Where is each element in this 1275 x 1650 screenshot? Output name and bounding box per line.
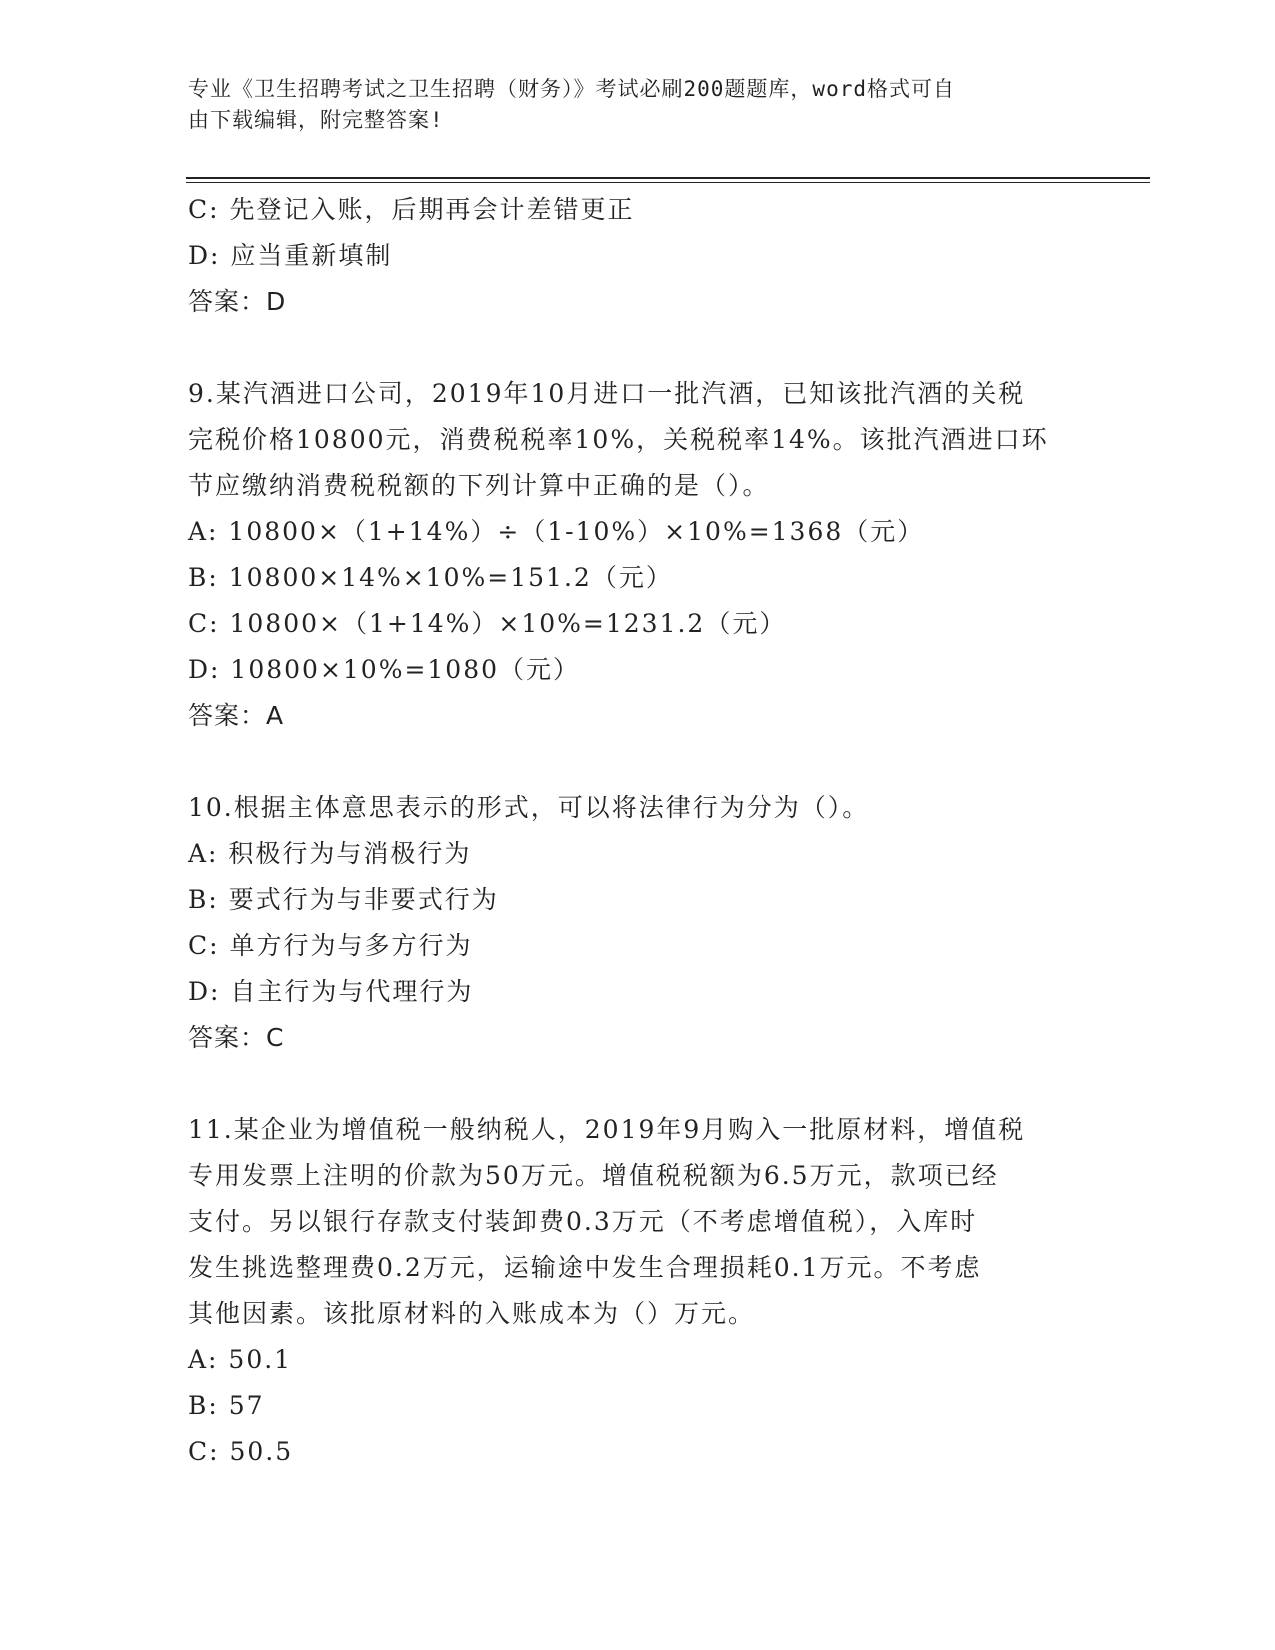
answer-label: 答案：C	[188, 1023, 285, 1052]
option-a: A: 积极行为与消极行为	[188, 839, 472, 868]
header-divider-thick	[186, 177, 1150, 179]
document-body	[188, 187, 1088, 1475]
question-text-line: 其他因素。该批原材料的入账成本为（）万元。	[188, 1299, 756, 1328]
option-a: A: 50.1	[188, 1345, 293, 1374]
answer-label: 答案：A	[188, 701, 285, 730]
option-c: C: 单方行为与多方行为	[188, 931, 473, 960]
header-line-1: 专业《卫生招聘考试之卫生招聘（财务）》考试必刷200题题库，word格式可自	[188, 77, 955, 101]
answer-label: 答案：D	[188, 287, 287, 316]
option-d: D: 自主行为与代理行为	[188, 977, 474, 1006]
option-c: C: 先登记入账，后期再会计差错更正	[188, 195, 635, 224]
spacer	[188, 325, 1088, 371]
header-divider-thin	[186, 182, 1150, 183]
option-d: D: 应当重新填制	[188, 241, 393, 270]
option-b: B: 57	[188, 1391, 265, 1420]
option-d: D: 10800×10%=1080（元）	[188, 655, 581, 684]
option-c: C: 10800×（1+14%）×10%=1231.2（元）	[188, 609, 787, 638]
question-text-line: 发生挑选整理费0.2万元，运输途中发生合理损耗0.1万元。不考虑	[188, 1253, 982, 1282]
question-text-line: 11.某企业为增值税一般纳税人，2019年9月购入一批原材料，增值税	[188, 1115, 1026, 1144]
option-a: A: 10800×（1+14%）÷（1-10%）×10%=1368（元）	[188, 517, 925, 546]
question-9	[188, 371, 1088, 739]
question-8-continued	[188, 187, 1088, 325]
header-line-2: 由下载编辑，附完整答案!	[188, 108, 444, 132]
page-header	[188, 74, 1068, 136]
option-b: B: 10800×14%×10%=151.2（元）	[188, 563, 673, 592]
spacer	[188, 1061, 1088, 1107]
question-text-line: 10.根据主体意思表示的形式，可以将法律行为分为（）。	[188, 793, 870, 822]
spacer	[188, 739, 1088, 785]
question-text-line: 专用发票上注明的价款为50万元。增值税税额为6.5万元，款项已经	[188, 1161, 999, 1190]
question-text-line: 9.某汽酒进口公司，2019年10月进口一批汽酒，已知该批汽酒的关税	[188, 379, 1026, 408]
question-text-line: 支付。另以银行存款支付装卸费0.3万元（不考虑增值税），入库时	[188, 1207, 978, 1236]
option-c: C: 50.5	[188, 1437, 294, 1466]
question-11	[188, 1107, 1088, 1475]
option-b: B: 要式行为与非要式行为	[188, 885, 499, 914]
question-10	[188, 785, 1088, 1061]
question-text-line: 节应缴纳消费税税额的下列计算中正确的是（）。	[188, 471, 770, 500]
question-text-line: 完税价格10800元，消费税税率10%，关税税率14%。该批汽酒进口环	[188, 425, 1049, 454]
